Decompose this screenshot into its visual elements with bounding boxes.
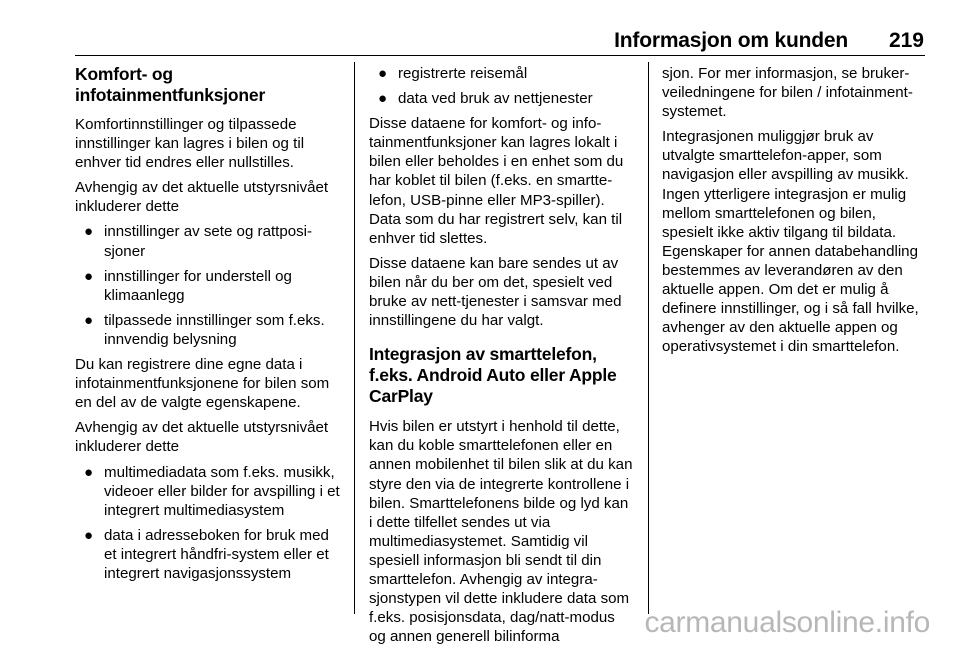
list-item — [75, 267, 341, 305]
list-item-text: data i adresseboken for bruk med et integrert håndfri-system eller et integrert navigasjonssystem — [104, 526, 329, 582]
bullet-icon: ● — [378, 90, 388, 108]
bullet-icon: ● — [84, 463, 94, 481]
header-rule — [75, 55, 925, 56]
list-item-text: multimediadata som f.eks. musikk, videoer eller bilder for avspilling i et integrert multimediasystem — [104, 463, 340, 519]
section-heading-smartphone: Integrasjon av smarttelefon, f.eks. Android Auto eller Apple CarPlay — [369, 344, 617, 407]
bullet-icon: ● — [84, 311, 94, 329]
header-title: Informasjon om kunden — [614, 29, 848, 52]
paragraph: Integrasjonen muliggjør bruk av utvalgte smarttelefon-apper, som navigasjon eller avspilling av musikk. Ingen ytterligere integrasjon er mulig mellom smarttelefonen og bilen, spesielt ikke aktiv tilgang til bildata. Egenskaper for annen databehandling bestemmes av leverandøren av den aktuelle appen. Om det er mulig å definere innstillinger, og i så fall hvilke, avhenger av den aktuelle appen og operativsystemet i din smarttelefon. — [662, 128, 919, 356]
watermark-text: carmanualsonline.info — [644, 606, 930, 639]
paragraph: Avhengig av det aktuelle utstyrsnivået inkluderer dette — [75, 419, 329, 456]
paragraph: Avhengig av det aktuelle utstyrsnivået inkluderer dette — [75, 179, 329, 216]
column-2 — [369, 64, 635, 652]
column-1 — [75, 64, 341, 589]
paragraph: Hvis bilen er utstyrt i henhold til dette, kan du koble smarttelefonen eller en annen mobilenhet til bilen slik at du kan styre den via de integrerte kontrollene i bilen. Smarttelefonens bilde og lyd kan i dette tilfellet sendes ut via multimediasystemet. Samtidig vil spesiell informasjon bli sendt til din smarttelefon. Avhengig av integrasjonstypen vil dette inkludere data som f.eks. posisjonsdata, dag/natt-modus og annen generell bilinforma — [369, 418, 633, 646]
list-item — [369, 64, 635, 83]
bullet-icon: ● — [84, 267, 94, 285]
list-item — [75, 222, 341, 260]
list-item — [75, 311, 341, 349]
column-divider-1 — [354, 62, 355, 614]
paragraph: Du kan registrere dine egne data i infotainmentfunksjonene for bilen som en del av de valgte egenskapene. — [75, 356, 330, 412]
bullet-icon: ● — [378, 65, 388, 82]
column-divider-2 — [648, 62, 649, 614]
bullet-list — [75, 463, 341, 584]
list-item-text: registrerte reisemål — [398, 65, 528, 82]
list-item — [75, 463, 341, 520]
paragraph: Disse dataene kan bare sendes ut av bilen når du ber om det, spesielt ved bruke av nett-tjenester i samsvar med innstillingene du har valgt. — [369, 254, 622, 330]
column-3 — [662, 64, 928, 362]
list-item — [75, 526, 341, 583]
section-heading-comfort: Komfort- og infotainmentfunksjoner — [75, 64, 266, 105]
list-item-text: innstillinger av sete og rattposisjoner — [104, 223, 313, 260]
paragraph: sjon. For mer informasjon, se brukerveiledningene for bilen / infotainment-systemet. — [662, 65, 913, 121]
paragraph: Disse dataene for komfort- og infotainmentfunksjoner kan lagres lokalt i bilen eller beholdes i en enhet som du har koblet til bilen (f.eks. en smarttelefon, USB-pinne eller MP3-spiller). Data som du har registrert selv, kan til enhver tid slettes. — [369, 115, 624, 247]
bullet-icon: ● — [84, 526, 94, 544]
list-item-text: tilpassede innstillinger som f.eks. innvendig belysning — [104, 311, 325, 348]
paragraph: Komfortinnstillinger og tilpassede innstillinger kan lagres i bilen og til enhver tid endres eller nullstilles. — [75, 116, 305, 172]
bullet-icon: ● — [84, 223, 94, 241]
list-item-text: data ved bruk av nettjenester — [398, 90, 593, 108]
list-item-text: innstillinger for understell og klimaanlegg — [104, 267, 292, 304]
list-item — [369, 89, 635, 108]
bullet-list — [75, 222, 341, 349]
bullet-list — [369, 64, 635, 108]
page-number: 219 — [888, 29, 924, 52]
